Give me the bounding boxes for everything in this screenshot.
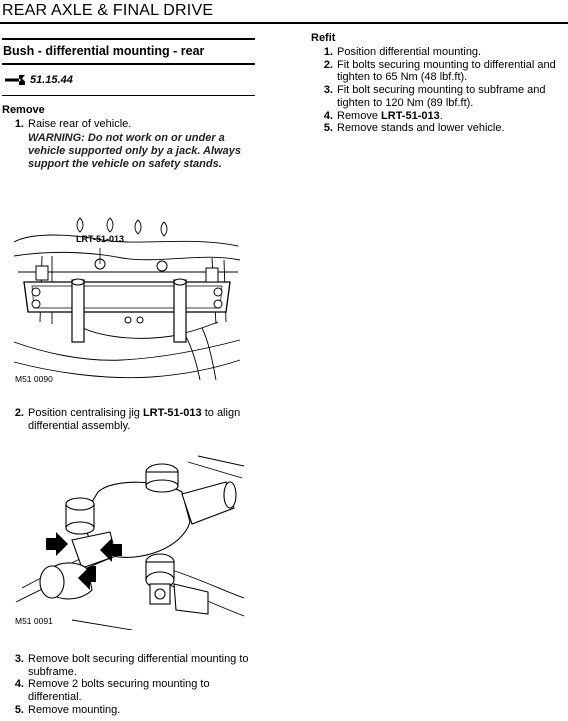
refit-steps	[311, 46, 566, 135]
list-item: 2. Position centralising jig LRT-51-013 to align differential assembly.	[14, 407, 241, 432]
figure-centralising-jig	[12, 212, 244, 387]
list-item: 2. Fit bolts securing mounting to differential and tighten to 65 Nm (48 lbf.ft).	[323, 58, 556, 84]
remove-steps-2	[2, 407, 255, 432]
remove-steps-3	[2, 653, 255, 717]
figure-code: M51 0091	[15, 616, 53, 626]
operation-number: 51.15.44	[30, 74, 73, 86]
figure-label: LRT-51-013	[76, 234, 125, 244]
list-item: 4. Remove LRT-51-013.	[323, 109, 443, 122]
refit-heading: Refit	[311, 32, 336, 44]
right-column	[311, 32, 566, 135]
remove-steps	[2, 118, 255, 131]
divider	[2, 95, 255, 96]
page-header	[0, 0, 568, 24]
figure-code: M51 0090	[15, 374, 53, 384]
differential-illustration	[12, 452, 244, 630]
list-item: 5. Remove mounting.	[14, 703, 121, 716]
wrench-icon	[5, 75, 25, 85]
remove-heading: Remove	[2, 104, 45, 116]
operation-line	[2, 74, 255, 88]
list-item: 5. Remove stands and lower vehicle.	[323, 122, 505, 135]
list-item: 3. Fit bolt securing mounting to subframe and tighten to 120 Nm (89 lbf.ft).	[323, 84, 546, 109]
list-item: 3. Remove bolt securing differential mounting to subframe.	[14, 653, 249, 678]
list-item: 1. Raise rear of vehicle.	[14, 118, 132, 130]
jig-illustration	[12, 212, 244, 384]
list-item: 1. Position differential mounting.	[323, 46, 482, 58]
warning-text: WARNING: Do not work on or under a vehicle supported only by a jack. Always support the vehicle on safety stands.	[28, 131, 241, 170]
list-item: 4. Remove 2 bolts securing mounting to differential.	[14, 678, 210, 704]
left-column	[2, 38, 255, 171]
section-title: Bush - differential mounting - rear	[2, 38, 255, 65]
page-title: REAR AXLE & FINAL DRIVE	[2, 2, 214, 19]
figure-differential-mounting	[12, 452, 244, 632]
